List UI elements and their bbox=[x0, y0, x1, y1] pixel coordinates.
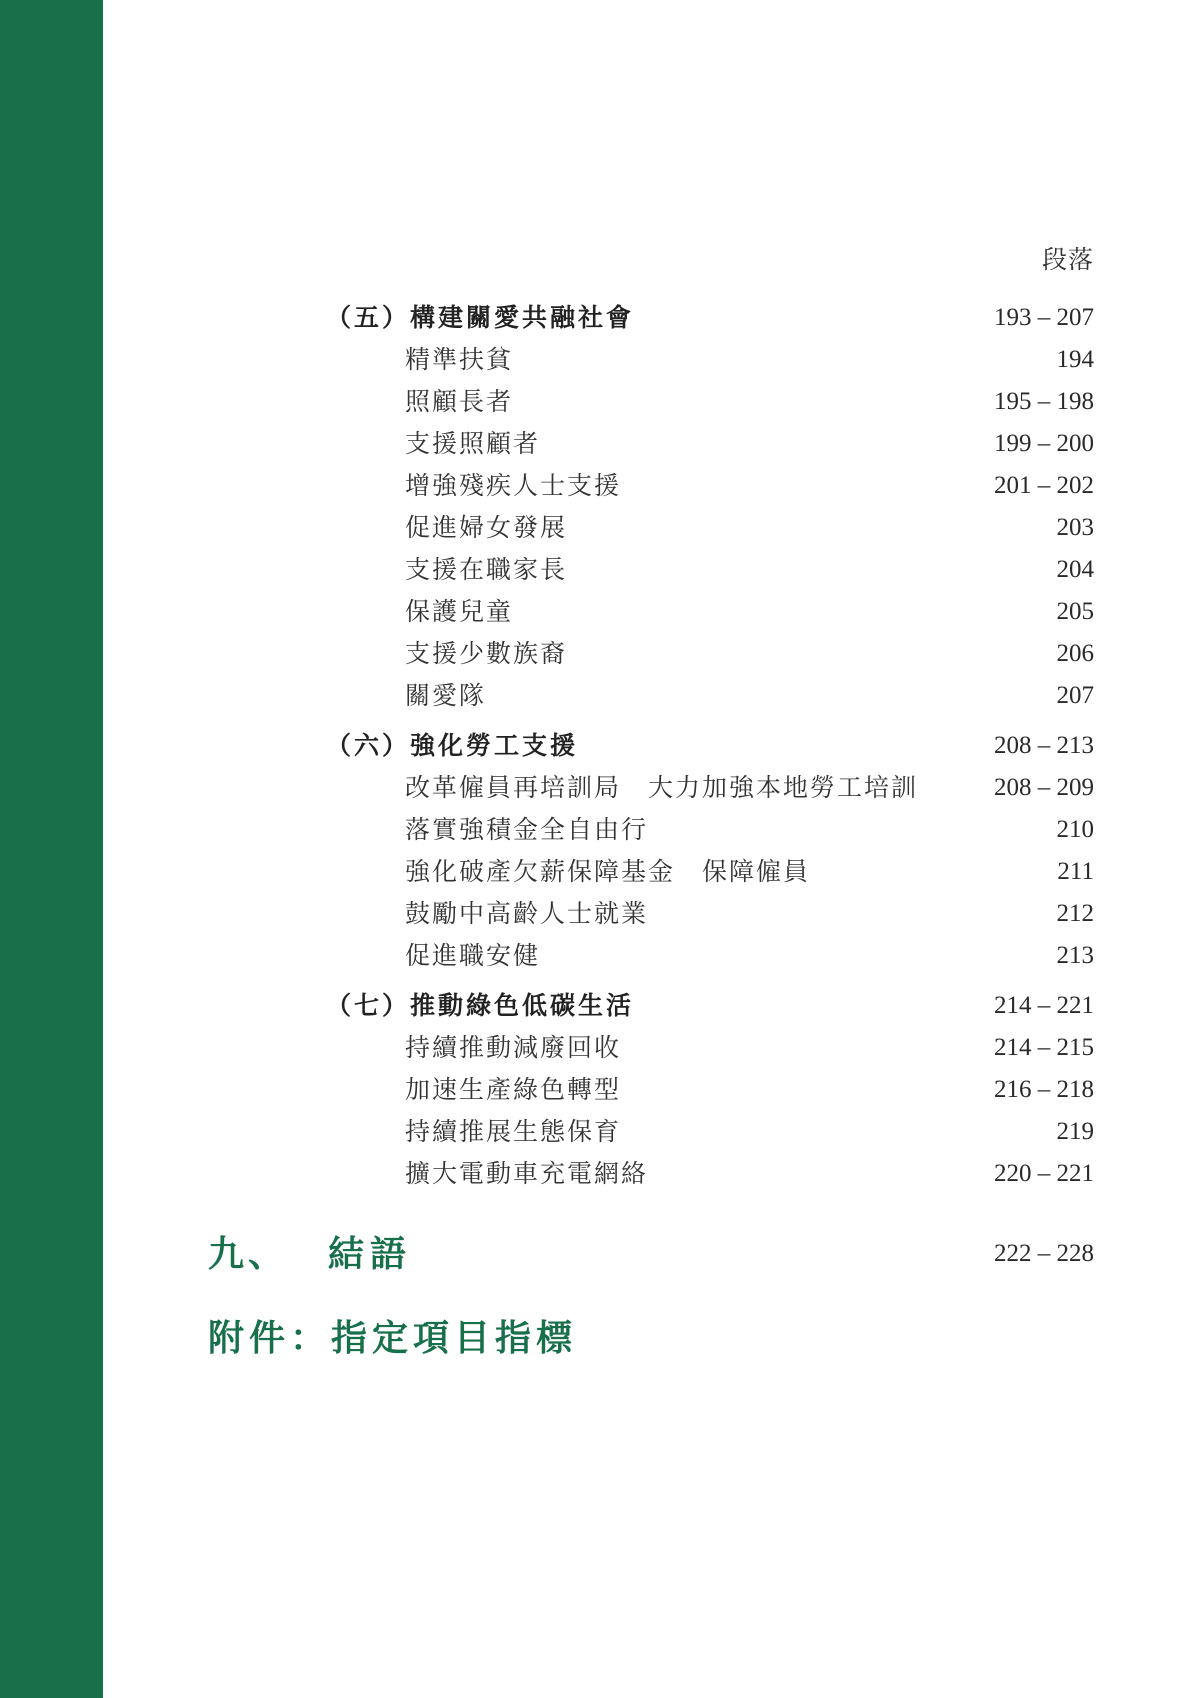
toc-item[interactable] bbox=[0, 852, 1200, 892]
item-label: 保護兒童 bbox=[405, 597, 514, 626]
section-range: 208 – 213 bbox=[994, 732, 1094, 759]
item-paragraph: 206 bbox=[1056, 640, 1094, 667]
annex-heading[interactable]: 附件：指定項目指標 bbox=[208, 1317, 578, 1359]
item-paragraph: 195 – 198 bbox=[994, 388, 1094, 415]
item-paragraph: 220 – 221 bbox=[994, 1160, 1094, 1187]
column-header-paragraph: 段落 bbox=[1041, 245, 1094, 274]
chapter-title: 結語 bbox=[328, 1233, 413, 1275]
item-paragraph: 201 – 202 bbox=[994, 472, 1094, 499]
item-label: 照顧長者 bbox=[405, 387, 514, 416]
item-label: 支援在職家長 bbox=[405, 555, 568, 584]
section-title: （五）構建關愛共融社會 bbox=[326, 303, 635, 332]
item-label: 強化破產欠薪保障基金 保障僱員 bbox=[405, 857, 811, 886]
item-label: 精準扶貧 bbox=[405, 345, 514, 374]
toc-item[interactable] bbox=[0, 1028, 1200, 1068]
toc-item[interactable] bbox=[0, 894, 1200, 934]
toc-item[interactable] bbox=[0, 936, 1200, 976]
toc-item[interactable] bbox=[0, 592, 1200, 632]
toc-item[interactable] bbox=[0, 768, 1200, 808]
toc-item[interactable] bbox=[0, 1112, 1200, 1152]
item-label: 落實強積金全自由行 bbox=[405, 815, 649, 844]
item-paragraph: 208 – 209 bbox=[994, 774, 1094, 801]
item-paragraph: 203 bbox=[1056, 514, 1094, 541]
section-title: （七）推動綠色低碳生活 bbox=[326, 991, 635, 1020]
toc-section-6[interactable] bbox=[0, 726, 1200, 766]
item-label: 促進婦女發展 bbox=[405, 513, 568, 542]
item-paragraph: 211 bbox=[1057, 858, 1094, 885]
toc-item[interactable] bbox=[0, 382, 1200, 422]
item-label: 關愛隊 bbox=[405, 681, 487, 710]
item-paragraph: 216 – 218 bbox=[994, 1076, 1094, 1103]
chapter-range: 222 – 228 bbox=[994, 1240, 1094, 1267]
item-paragraph: 194 bbox=[1056, 346, 1094, 373]
item-label: 持續推動減廢回收 bbox=[405, 1033, 622, 1062]
toc-item[interactable] bbox=[0, 424, 1200, 464]
item-label: 增強殘疾人士支援 bbox=[405, 471, 622, 500]
item-paragraph: 207 bbox=[1056, 682, 1094, 709]
item-label: 促進職安健 bbox=[405, 941, 541, 970]
section-title: （六）強化勞工支援 bbox=[326, 731, 579, 760]
toc-item[interactable] bbox=[0, 466, 1200, 506]
item-label: 擴大電動車充電網絡 bbox=[405, 1159, 649, 1188]
item-paragraph: 210 bbox=[1056, 816, 1094, 843]
item-label: 持續推展生態保育 bbox=[405, 1117, 622, 1146]
toc-item[interactable] bbox=[0, 1070, 1200, 1110]
item-paragraph: 219 bbox=[1056, 1118, 1094, 1145]
item-paragraph: 199 – 200 bbox=[994, 430, 1094, 457]
item-label: 支援少數族裔 bbox=[405, 639, 568, 668]
toc-item[interactable] bbox=[0, 810, 1200, 850]
chapter-number: 九、 bbox=[208, 1233, 289, 1275]
item-label: 支援照顧者 bbox=[405, 429, 541, 458]
toc-item[interactable] bbox=[0, 634, 1200, 674]
item-label: 改革僱員再培訓局 大力加強本地勞工培訓 bbox=[405, 773, 919, 802]
toc-chapter-9[interactable] bbox=[0, 1232, 1200, 1276]
toc-item[interactable] bbox=[0, 550, 1200, 590]
item-paragraph: 205 bbox=[1056, 598, 1094, 625]
section-range: 193 – 207 bbox=[994, 304, 1094, 331]
toc-section-5[interactable] bbox=[0, 298, 1200, 338]
item-label: 鼓勵中高齡人士就業 bbox=[405, 899, 649, 928]
section-range: 214 – 221 bbox=[994, 992, 1094, 1019]
toc-section-7[interactable] bbox=[0, 986, 1200, 1026]
item-paragraph: 213 bbox=[1056, 942, 1094, 969]
toc-item[interactable] bbox=[0, 340, 1200, 380]
item-paragraph: 204 bbox=[1056, 556, 1094, 583]
toc-item[interactable] bbox=[0, 676, 1200, 716]
item-label: 加速生產綠色轉型 bbox=[405, 1075, 622, 1104]
toc-item[interactable] bbox=[0, 1154, 1200, 1194]
toc-item[interactable] bbox=[0, 508, 1200, 548]
item-paragraph: 212 bbox=[1056, 900, 1094, 927]
item-paragraph: 214 – 215 bbox=[994, 1034, 1094, 1061]
